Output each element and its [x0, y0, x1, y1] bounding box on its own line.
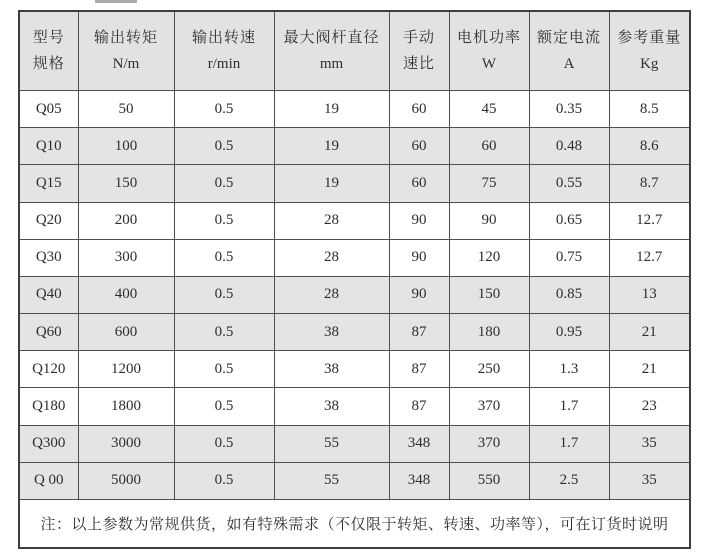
header-line: 输出转速	[191, 29, 256, 46]
cell-manual-ratio: 87	[389, 388, 449, 425]
cell-rated-current: 0.85	[529, 276, 609, 313]
header-line: 参考重量	[617, 29, 682, 46]
cell-speed: 0.5	[174, 276, 274, 313]
cell-stem-diameter: 28	[274, 202, 389, 239]
cell-model: Q05	[19, 91, 78, 128]
cell-stem-diameter: 19	[274, 91, 389, 128]
header-line: 速比	[402, 56, 435, 72]
cell-speed: 0.5	[174, 202, 274, 239]
cell-speed: 0.5	[174, 462, 274, 499]
cell-model: Q15	[19, 165, 78, 202]
cell-motor-power: 75	[449, 165, 529, 202]
header-line: 型号	[32, 29, 65, 46]
cell-motor-power: 370	[449, 388, 529, 425]
header-unit: Kg	[640, 56, 659, 72]
column-header-output-speed	[174, 11, 274, 91]
cell-manual-ratio: 87	[389, 314, 449, 351]
table-row-q300	[19, 425, 690, 462]
cell-weight: 12.7	[609, 239, 690, 276]
cell-speed: 0.5	[174, 351, 274, 388]
cell-rated-current: 0.65	[529, 202, 609, 239]
header-unit: mm	[319, 56, 344, 72]
header-line: 最大阀杆直径	[283, 29, 380, 46]
table-row-q40	[19, 276, 690, 313]
cell-torque: 1200	[78, 351, 174, 388]
cell-model: Q20	[19, 202, 78, 239]
cell-manual-ratio: 60	[389, 91, 449, 128]
column-header-model	[19, 11, 78, 91]
table-row-q180	[19, 388, 690, 425]
cell-manual-ratio: 90	[389, 202, 449, 239]
table-row-q30	[19, 239, 690, 276]
cell-stem-diameter: 19	[274, 165, 389, 202]
cell-stem-diameter: 28	[274, 239, 389, 276]
cell-weight: 12.7	[609, 202, 690, 239]
table-header	[19, 11, 690, 91]
header-unit: A	[563, 56, 575, 72]
cell-speed: 0.5	[174, 314, 274, 351]
cell-torque: 5000	[78, 462, 174, 499]
cell-model: Q60	[19, 314, 78, 351]
cell-manual-ratio: 348	[389, 462, 449, 499]
cell-model: Q40	[19, 276, 78, 313]
cell-stem-diameter: 38	[274, 351, 389, 388]
note-row	[19, 500, 690, 549]
cell-weight: 23	[609, 388, 690, 425]
header-unit: N/m	[112, 56, 140, 72]
cell-speed: 0.5	[174, 91, 274, 128]
cell-motor-power: 250	[449, 351, 529, 388]
cell-motor-power: 45	[449, 91, 529, 128]
cell-motor-power: 120	[449, 239, 529, 276]
table-row-q15	[19, 165, 690, 202]
cell-torque: 600	[78, 314, 174, 351]
cell-torque: 200	[78, 202, 174, 239]
cell-weight: 35	[609, 425, 690, 462]
cell-speed: 0.5	[174, 165, 274, 202]
cell-model: Q30	[19, 239, 78, 276]
cell-rated-current: 0.55	[529, 165, 609, 202]
cell-manual-ratio: 60	[389, 128, 449, 165]
table-body	[19, 91, 690, 500]
table-row-q60	[19, 314, 690, 351]
cell-torque: 400	[78, 276, 174, 313]
column-header-motor-power	[449, 11, 529, 91]
table-row-q05	[19, 91, 690, 128]
cell-rated-current: 0.35	[529, 91, 609, 128]
cell-weight: 21	[609, 351, 690, 388]
column-header-manual-ratio	[389, 11, 449, 91]
cell-weight: 35	[609, 462, 690, 499]
cell-stem-diameter: 55	[274, 462, 389, 499]
cell-stem-diameter: 28	[274, 276, 389, 313]
cell-torque: 100	[78, 128, 174, 165]
header-line: 规格	[32, 56, 65, 72]
table-row-q500	[19, 462, 690, 499]
cell-manual-ratio: 90	[389, 239, 449, 276]
cell-torque: 1800	[78, 388, 174, 425]
cell-weight: 8.5	[609, 91, 690, 128]
table-row-q120	[19, 351, 690, 388]
cell-motor-power: 180	[449, 314, 529, 351]
cell-torque: 150	[78, 165, 174, 202]
cell-model: Q120	[19, 351, 78, 388]
cell-motor-power: 60	[449, 128, 529, 165]
cell-stem-diameter: 55	[274, 425, 389, 462]
cell-rated-current: 1.7	[529, 388, 609, 425]
cell-model: Q300	[19, 425, 78, 462]
cell-motor-power: 370	[449, 425, 529, 462]
cell-model: Q 00	[19, 462, 78, 499]
cell-motor-power: 150	[449, 276, 529, 313]
cell-rated-current: 1.3	[529, 351, 609, 388]
cell-torque: 50	[78, 91, 174, 128]
cell-rated-current: 0.48	[529, 128, 609, 165]
cell-torque: 3000	[78, 425, 174, 462]
cell-motor-power: 90	[449, 202, 529, 239]
cell-stem-diameter: 38	[274, 388, 389, 425]
cell-rated-current: 2.5	[529, 462, 609, 499]
cell-speed: 0.5	[174, 425, 274, 462]
header-line: 手动	[402, 29, 435, 46]
cell-weight: 8.6	[609, 128, 690, 165]
column-header-ref-weight	[609, 11, 690, 91]
column-header-output-torque	[78, 11, 174, 91]
cell-rated-current: 0.75	[529, 239, 609, 276]
cell-stem-diameter: 38	[274, 314, 389, 351]
cell-weight: 13	[609, 276, 690, 313]
header-unit: W	[481, 56, 497, 72]
cell-motor-power: 550	[449, 462, 529, 499]
cell-manual-ratio: 87	[389, 351, 449, 388]
cell-speed: 0.5	[174, 388, 274, 425]
actuator-spec-table	[18, 10, 691, 549]
header-line: 输出转矩	[93, 29, 158, 46]
scan-artifact	[95, 0, 137, 3]
cell-rated-current: 0.95	[529, 314, 609, 351]
header-line: 额定电流	[536, 29, 601, 46]
cell-speed: 0.5	[174, 128, 274, 165]
cell-weight: 8.7	[609, 165, 690, 202]
cell-rated-current: 1.7	[529, 425, 609, 462]
note-text: 注：以上参数为常规供货，如有特殊需求（不仅限于转矩、转速、功率等），可在订货时说明	[19, 500, 690, 549]
cell-torque: 300	[78, 239, 174, 276]
table-footer	[19, 500, 690, 549]
cell-speed: 0.5	[174, 239, 274, 276]
cell-model: Q180	[19, 388, 78, 425]
cell-manual-ratio: 348	[389, 425, 449, 462]
cell-model: Q10	[19, 128, 78, 165]
table-row-q10	[19, 128, 690, 165]
cell-manual-ratio: 60	[389, 165, 449, 202]
column-header-max-stem-diameter	[274, 11, 389, 91]
header-unit: r/min	[207, 56, 241, 72]
column-header-rated-current	[529, 11, 609, 91]
cell-stem-diameter: 19	[274, 128, 389, 165]
cell-weight: 21	[609, 314, 690, 351]
table-row-q20	[19, 202, 690, 239]
header-line: 电机功率	[456, 29, 521, 46]
cell-manual-ratio: 90	[389, 276, 449, 313]
